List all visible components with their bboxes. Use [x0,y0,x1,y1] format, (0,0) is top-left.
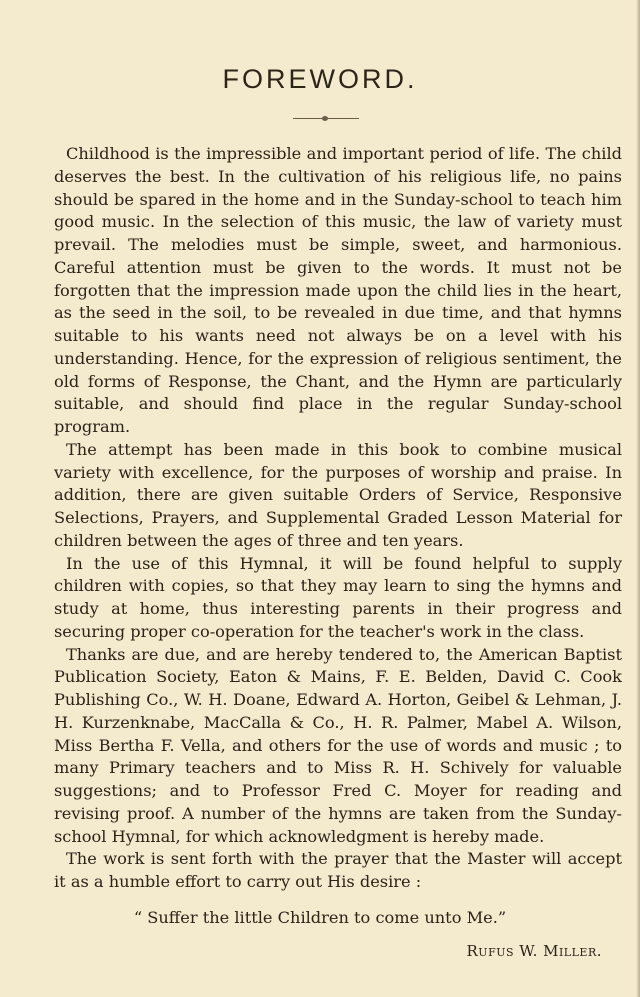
page-edge [636,0,640,997]
paragraph: Childhood is the impressible and important period of life. The child deserves the best. In the cultivation of his religious life, no pains should be spared in the home and in the Sunday-school to teach him good music. In the selection of this music, the law of variety must prevail. The melodies must be simple, sweet, and harmonious. Careful attention must be given to the words. It must not be forgotten that the impression made upon the child lies in the heart, as the seed in the soil, to be revealed in due time, and that hymns suitable to his wants need not always be on a level with his understanding. Hence, for the expression of religious sentiment, the old forms of Response, the Chant, and the Hymn are particularly suitable, and should find place in the regular Sunday-school program. [54,144,622,436]
divider-ornament [322,116,328,121]
scripture-quote: “ Suffer the little Children to come unto Me.” [133,908,507,927]
foreword-body [54,143,622,894]
paragraph: The work is sent forth with the prayer that the Master will accept it as a humble effort to carry out His desire : [54,849,622,891]
author-signature: Rufus W. Miller. [466,942,602,960]
paragraph: The attempt has been made in this book to combine musical variety with excellence, for the purposes of worship and praise. In addition, there are given suitable Orders of Service, Responsive Selections, Prayers, and Supplemental Graded Lesson Material for children between the ages of three and ten years. [54,439,622,550]
paragraph: In the use of this Hymnal, it will be found helpful to supply children with copies, so that they may learn to sing the hymns and study at home, thus interesting parents in their progress and securing proper co-operation for the teacher's work in the class. [54,553,622,641]
paragraph: Thanks are due, and are hereby tendered to, the American Baptist Publication Society, Eaton & Mains, F. E. Belden, David C. Cook Publishing Co., W. H. Doane, Edward A. Horton, Geibel & Lehman, J. H. Kurzenknabe, MacCalla & Co., H. R. Palmer, Mabel A. Wilson, Miss Bertha F. Vella, and others for the use of words and music ; to many Primary teachers and to Miss R. H. Schively for valuable suggestions; and to Professor Fred C. Moyer for reading and revising proof. A number of the hymns are taken from the Sunday-school Hymnal, for which acknowledgment is hereby made. [54,644,622,846]
page-title: FOREWORD. [222,64,418,94]
